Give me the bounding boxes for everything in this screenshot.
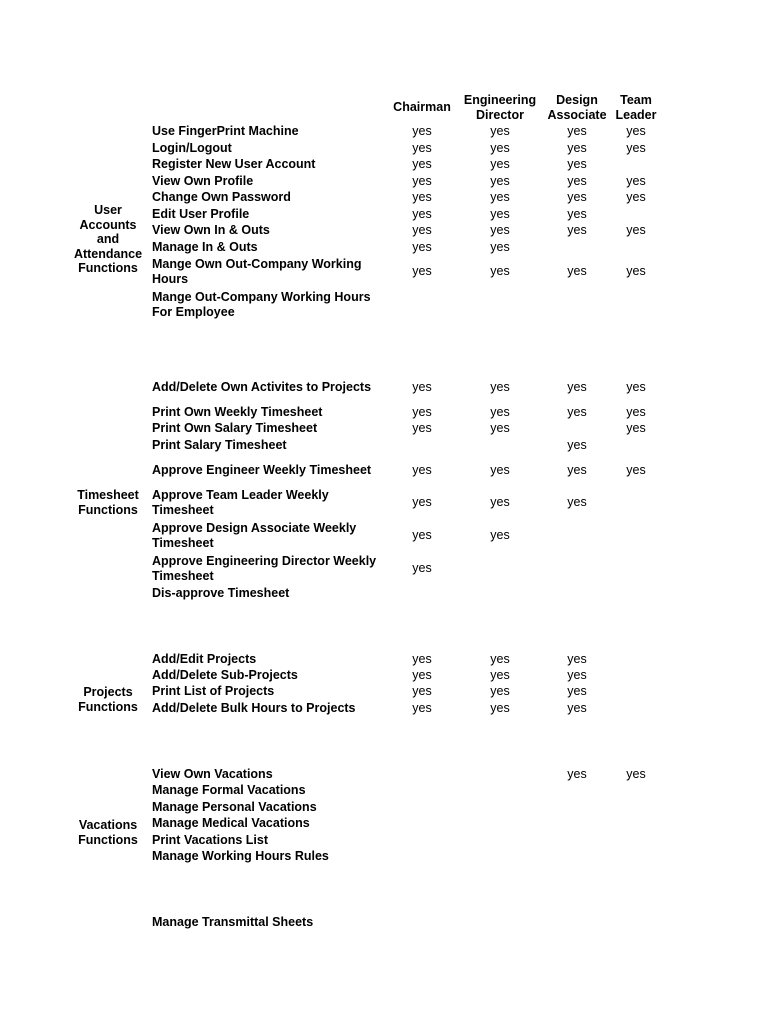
cell-chairman: yes <box>412 124 432 138</box>
function-label: Manage In & Outs <box>152 240 258 254</box>
column-header-engineering-director: Engineering Director <box>463 93 537 122</box>
cell-engineering-director: yes <box>490 380 510 394</box>
cell-team-leader: yes <box>626 264 646 278</box>
cell-chairman: yes <box>412 207 432 221</box>
cell-engineering-director: yes <box>490 157 510 171</box>
function-label: View Own Profile <box>152 174 254 188</box>
function-label: Print Salary Timesheet <box>152 438 287 452</box>
cell-team-leader: yes <box>626 405 646 419</box>
function-label: Manage Formal Vacations <box>152 783 306 797</box>
cell-engineering-director: yes <box>490 124 510 138</box>
cell-chairman: yes <box>412 405 432 419</box>
cell-team-leader: yes <box>626 380 646 394</box>
function-label: Approve Team Leader Weekly Timesheet <box>152 488 329 517</box>
cell-team-leader: yes <box>626 767 646 781</box>
cell-design-associate: yes <box>567 495 587 509</box>
cell-team-leader: yes <box>626 190 646 204</box>
group-label-user-accounts: User Accounts and Attendance Functions <box>73 203 143 275</box>
cell-engineering-director: yes <box>490 174 510 188</box>
cell-chairman: yes <box>412 141 432 155</box>
cell-engineering-director: yes <box>490 240 510 254</box>
function-label: Print Own Weekly Timesheet <box>152 405 323 419</box>
function-label: Change Own Password <box>152 190 291 204</box>
column-header-team-leader: Team Leader <box>615 93 657 122</box>
cell-chairman: yes <box>412 240 432 254</box>
cell-engineering-director: yes <box>490 207 510 221</box>
cell-chairman: yes <box>412 701 432 715</box>
cell-design-associate: yes <box>567 652 587 666</box>
cell-chairman: yes <box>412 495 432 509</box>
cell-chairman: yes <box>412 174 432 188</box>
cell-chairman: yes <box>412 652 432 666</box>
function-label: Approve Engineer Weekly Timesheet <box>152 463 372 477</box>
function-label: Print List of Projects <box>152 684 275 698</box>
cell-engineering-director: yes <box>490 405 510 419</box>
cell-chairman: yes <box>412 684 432 698</box>
function-label: Mange Own Out-Company Working Hours <box>152 257 362 286</box>
cell-team-leader: yes <box>626 124 646 138</box>
cell-design-associate: yes <box>567 124 587 138</box>
function-label: Manage Transmittal Sheets <box>152 915 314 929</box>
cell-design-associate: yes <box>567 405 587 419</box>
cell-engineering-director: yes <box>490 652 510 666</box>
cell-design-associate: yes <box>567 141 587 155</box>
function-label: View Own Vacations <box>152 767 273 781</box>
group-label-projects: Projects Functions <box>78 685 138 714</box>
function-label: Manage Personal Vacations <box>152 800 317 814</box>
function-label: Manage Medical Vacations <box>152 816 310 830</box>
cell-design-associate: yes <box>567 157 587 171</box>
cell-chairman: yes <box>412 421 432 435</box>
group-label-vacations: Vacations Functions <box>78 818 138 847</box>
cell-design-associate: yes <box>567 701 587 715</box>
cell-chairman: yes <box>412 264 432 278</box>
function-label: Register New User Account <box>152 157 316 171</box>
cell-chairman: yes <box>412 668 432 682</box>
function-label: Login/Logout <box>152 141 232 155</box>
function-label: Dis-approve Timesheet <box>152 586 290 600</box>
function-label: Mange Out-Company Working Hours For Employee <box>152 290 371 319</box>
cell-chairman: yes <box>412 157 432 171</box>
function-label: Add/Delete Own Activites to Projects <box>152 380 372 394</box>
cell-engineering-director: yes <box>490 190 510 204</box>
function-label: Approve Design Associate Weekly Timesheet <box>152 521 357 550</box>
cell-design-associate: yes <box>567 767 587 781</box>
cell-design-associate: yes <box>567 684 587 698</box>
function-label: Add/Delete Sub-Projects <box>152 668 298 682</box>
cell-design-associate: yes <box>567 668 587 682</box>
function-label: Use FingerPrint Machine <box>152 124 299 138</box>
column-header-chairman: Chairman <box>393 100 451 114</box>
cell-engineering-director: yes <box>490 463 510 477</box>
function-label: Print Own Salary Timesheet <box>152 421 318 435</box>
cell-engineering-director: yes <box>490 223 510 237</box>
cell-engineering-director: yes <box>490 264 510 278</box>
cell-team-leader: yes <box>626 141 646 155</box>
cell-design-associate: yes <box>567 223 587 237</box>
cell-design-associate: yes <box>567 463 587 477</box>
cell-engineering-director: yes <box>490 684 510 698</box>
cell-chairman: yes <box>412 561 432 575</box>
function-label: View Own In & Outs <box>152 223 270 237</box>
cell-team-leader: yes <box>626 174 646 188</box>
group-label-timesheet: Timesheet Functions <box>77 488 139 517</box>
cell-team-leader: yes <box>626 463 646 477</box>
cell-design-associate: yes <box>567 380 587 394</box>
cell-design-associate: yes <box>567 207 587 221</box>
cell-chairman: yes <box>412 380 432 394</box>
function-label: Edit User Profile <box>152 207 250 221</box>
cell-design-associate: yes <box>567 264 587 278</box>
column-header-design-associate: Design Associate <box>547 93 607 122</box>
cell-engineering-director: yes <box>490 668 510 682</box>
function-label: Approve Engineering Director Weekly Timesheet <box>152 554 377 583</box>
cell-engineering-director: yes <box>490 421 510 435</box>
function-label: Manage Working Hours Rules <box>152 849 329 863</box>
cell-team-leader: yes <box>626 223 646 237</box>
cell-engineering-director: yes <box>490 141 510 155</box>
cell-team-leader: yes <box>626 421 646 435</box>
cell-chairman: yes <box>412 528 432 542</box>
function-label: Add/Edit Projects <box>152 652 257 666</box>
cell-design-associate: yes <box>567 438 587 452</box>
cell-design-associate: yes <box>567 190 587 204</box>
function-label: Print Vacations List <box>152 833 269 847</box>
cell-engineering-director: yes <box>490 701 510 715</box>
function-label: Add/Delete Bulk Hours to Projects <box>152 701 356 715</box>
cell-engineering-director: yes <box>490 495 510 509</box>
cell-engineering-director: yes <box>490 528 510 542</box>
cell-chairman: yes <box>412 190 432 204</box>
cell-chairman: yes <box>412 463 432 477</box>
cell-design-associate: yes <box>567 174 587 188</box>
cell-chairman: yes <box>412 223 432 237</box>
